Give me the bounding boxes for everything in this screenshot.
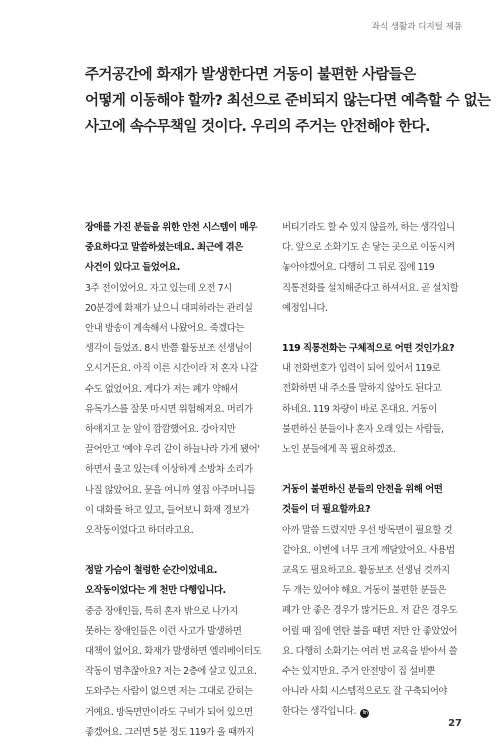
question-line: 정말 가슴이 철렁한 순간이었네요. bbox=[85, 565, 218, 577]
answer-line: 오작동이었다고 하더라고요. bbox=[85, 525, 194, 537]
answer-line: 폐가 안 좋은 경우가 많거든요. 저 같은 경우도 bbox=[282, 605, 458, 617]
answer-line: 교육도 필요하고요. 활동보조 선생님 것까지 bbox=[282, 565, 450, 577]
answer-line: 20분경에 화재가 났으니 대피하라는 관리실 bbox=[85, 302, 253, 314]
section-header: 좌식 생활과 디지털 제품 bbox=[371, 22, 462, 32]
answer-line: 도와주는 사람이 없으면 저는 그대로 갇히는 bbox=[85, 686, 253, 698]
question-line: 거동이 불편하신 분들의 안전을 위해 어떤 bbox=[282, 484, 443, 496]
answer-line: 하얘지고 눈 앞이 깜깜했어요. 강아지만 bbox=[85, 424, 236, 436]
question-line: 중요하다고 말씀하셨는데요. 최근에 겪은 bbox=[85, 242, 243, 254]
lead-line: 주거공간에 화재가 발생한다면 거동이 불편한 사람들은 bbox=[85, 67, 416, 83]
answer-line: 하네요. 119 차량이 바로 온대요. 거동이 bbox=[282, 403, 437, 415]
paragraph-gap bbox=[85, 541, 261, 561]
answer-line: 불편하신 분들이나 혼자 오래 있는 사람들, bbox=[282, 423, 444, 435]
question-line: 119 직통전화는 구체적으로 어떤 것인가요? bbox=[282, 343, 455, 355]
answer-line: 거예요. 방독면만이라도 구비가 되어 있으면 bbox=[85, 706, 253, 718]
answer-line: 전화하면 내 주소를 말하지 않아도 된다고 bbox=[282, 383, 441, 395]
answer-line: 예정입니다. bbox=[282, 302, 328, 314]
answer-line-last bbox=[282, 702, 458, 722]
answer-line: 같아요. 이번에 너무 크게 깨달았어요. 사용법 bbox=[282, 544, 455, 556]
question-line: 장애를 가진 분들을 위한 안전 시스템이 매우 bbox=[85, 222, 257, 233]
answer-line: 놓아야겠어요. 다행히 그 뒤로 집에 119 bbox=[282, 262, 435, 274]
question-line: 사건이 있다고 들었어요. bbox=[85, 262, 180, 274]
answer-line: 오시거든요. 아직 이른 시간이라 저 혼자 나갈 bbox=[85, 363, 258, 375]
left-column bbox=[85, 218, 261, 743]
answer-line: 노인 분들에게 꼭 필요하겠죠. bbox=[282, 444, 396, 456]
answer-line: 좋겠어요. 그러면 5분 정도 119가 올 때까지 bbox=[85, 726, 254, 738]
answer-line: 대책이 없어요. 화재가 발생하면 엘리베이터도 bbox=[85, 646, 262, 658]
answer-line: 하면서 울고 있는데 이상하게 소방차 소리가 bbox=[85, 464, 253, 476]
answer-line: 나질 않았어요. 문을 여니까 옆집 아주머니들 bbox=[85, 484, 256, 496]
paragraph-gap bbox=[282, 319, 458, 339]
answer-line: 작동이 멈추잖아요? 저는 2층에 살고 있고요. bbox=[85, 666, 257, 678]
lead-paragraph bbox=[85, 62, 491, 140]
answer-line: 다. 앞으로 소화기도 손 닿는 곳으로 이동시켜 bbox=[282, 242, 455, 254]
answer-line: 내 전화번호가 입력이 되어 있어서 119로 bbox=[282, 363, 441, 375]
answer-line: 버티기라도 할 수 있지 않을까, 하는 생각입니 bbox=[282, 222, 455, 233]
answer-text: 한다는 생각입니다. bbox=[282, 706, 356, 718]
page-number: 27 bbox=[448, 718, 462, 729]
lead-line: 사고에 속수무책일 것이다. 우리의 주거는 안전해야 한다. bbox=[85, 119, 430, 135]
lead-line: 어떻게 이동해야 할까? 최선으로 준비되지 않는다면 예측할 수 없는 bbox=[85, 93, 491, 109]
answer-line: 안내 방송이 계속해서 나왔어요. 죽겠다는 bbox=[85, 323, 244, 335]
paragraph-gap bbox=[282, 460, 458, 480]
end-mark-icon: fin bbox=[360, 709, 369, 718]
answer-line: 수는 있지만요. 주거 안전망이 집 설비뿐 bbox=[282, 666, 435, 678]
answer-line: 못하는 장애인들은 이런 사고가 발생하면 bbox=[85, 625, 242, 637]
answer-line: 아니라 사회 시스템적으로도 잘 구축되어야 bbox=[282, 686, 448, 698]
answer-line: 중증 장애인들, 특히 혼자 밖으로 나가지 bbox=[85, 605, 238, 617]
answer-line: 수도 없었어요. 게다가 저는 폐가 약해서 bbox=[85, 383, 238, 395]
answer-line: 생각이 들었죠. 8시 반쯤 활동보조 선생님이 bbox=[85, 343, 253, 355]
answer-line: 아까 말씀 드렸지만 우선 방독면이 필요할 것 bbox=[282, 524, 453, 536]
answer-line: 직통전화를 설치해준다고 하셔서요. 곧 설치할 bbox=[282, 282, 459, 294]
question-line: 것들이 더 필요할까요? bbox=[282, 504, 371, 516]
answer-line: 끌어안고 '예야 우리 같이 하늘나라 가게 됐어' bbox=[85, 444, 260, 456]
answer-line: 3주 전이었어요. 자고 있는데 오전 7시 bbox=[85, 282, 232, 294]
right-column bbox=[282, 218, 458, 723]
answer-line: 요. 다행히 소화기는 여러 번 교육을 받아서 쓸 bbox=[282, 645, 458, 657]
answer-line: 유독가스를 잘못 마시면 위험해져요. 머리가 bbox=[85, 403, 253, 415]
answer-line: 어릴 때 집에 연탄 불을 때면 저만 안 좋았었어 bbox=[282, 625, 458, 637]
answer-line: 두 개는 있어야 해요. 거동이 불편한 분들은 bbox=[282, 585, 447, 597]
answer-line: 이 대화를 하고 있고, 들어보니 화재 경보가 bbox=[85, 504, 250, 516]
question-line: 오작동이었다는 게 천만 다행입니다. bbox=[85, 585, 226, 597]
